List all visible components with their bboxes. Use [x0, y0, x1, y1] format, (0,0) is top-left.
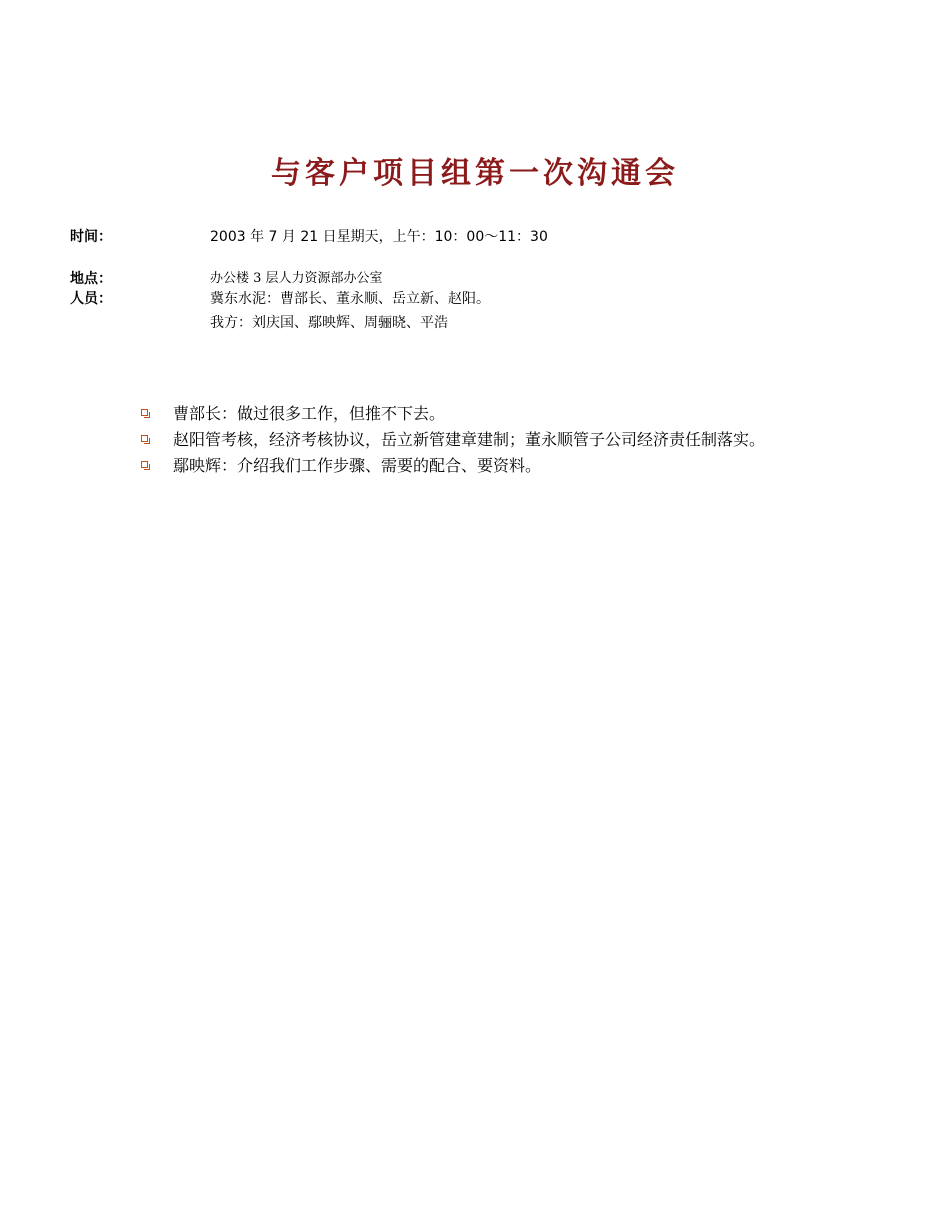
people-client-value: 冀东水泥：曹部长、董永顺、岳立新、赵阳。: [210, 291, 490, 307]
discussion-points: [140, 401, 820, 479]
list-item: [140, 453, 820, 479]
square-bullet-icon: [141, 435, 148, 442]
time-label: 时间：: [70, 229, 112, 245]
square-bullet-icon: [141, 409, 148, 416]
list-item-text: 赵阳管考核，经济考核协议，岳立新管建章建制；董永顺管子公司经济责任制落实。: [173, 430, 766, 449]
list-item: [140, 401, 820, 427]
people-ours-value: 我方：刘庆国、鄢映辉、周骊晓、平浩: [210, 315, 448, 331]
list-item-text: 鄢映辉：介绍我们工作步骤、需要的配合、要资料。: [173, 456, 542, 475]
place-value: 办公楼 3 层人力资源部办公室: [210, 271, 383, 286]
place-label: 地点：: [70, 271, 112, 287]
page-title: 与客户项目组第一次沟通会: [271, 156, 679, 191]
square-bullet-icon: [141, 461, 148, 468]
list-item: [140, 427, 820, 453]
time-value: 2003 年 7 月 21 日星期天，上午：10：00～11：30: [210, 229, 548, 245]
list-item-text: 曹部长：做过很多工作，但推不下去。: [173, 404, 446, 423]
people-label: 人员：: [70, 291, 112, 307]
